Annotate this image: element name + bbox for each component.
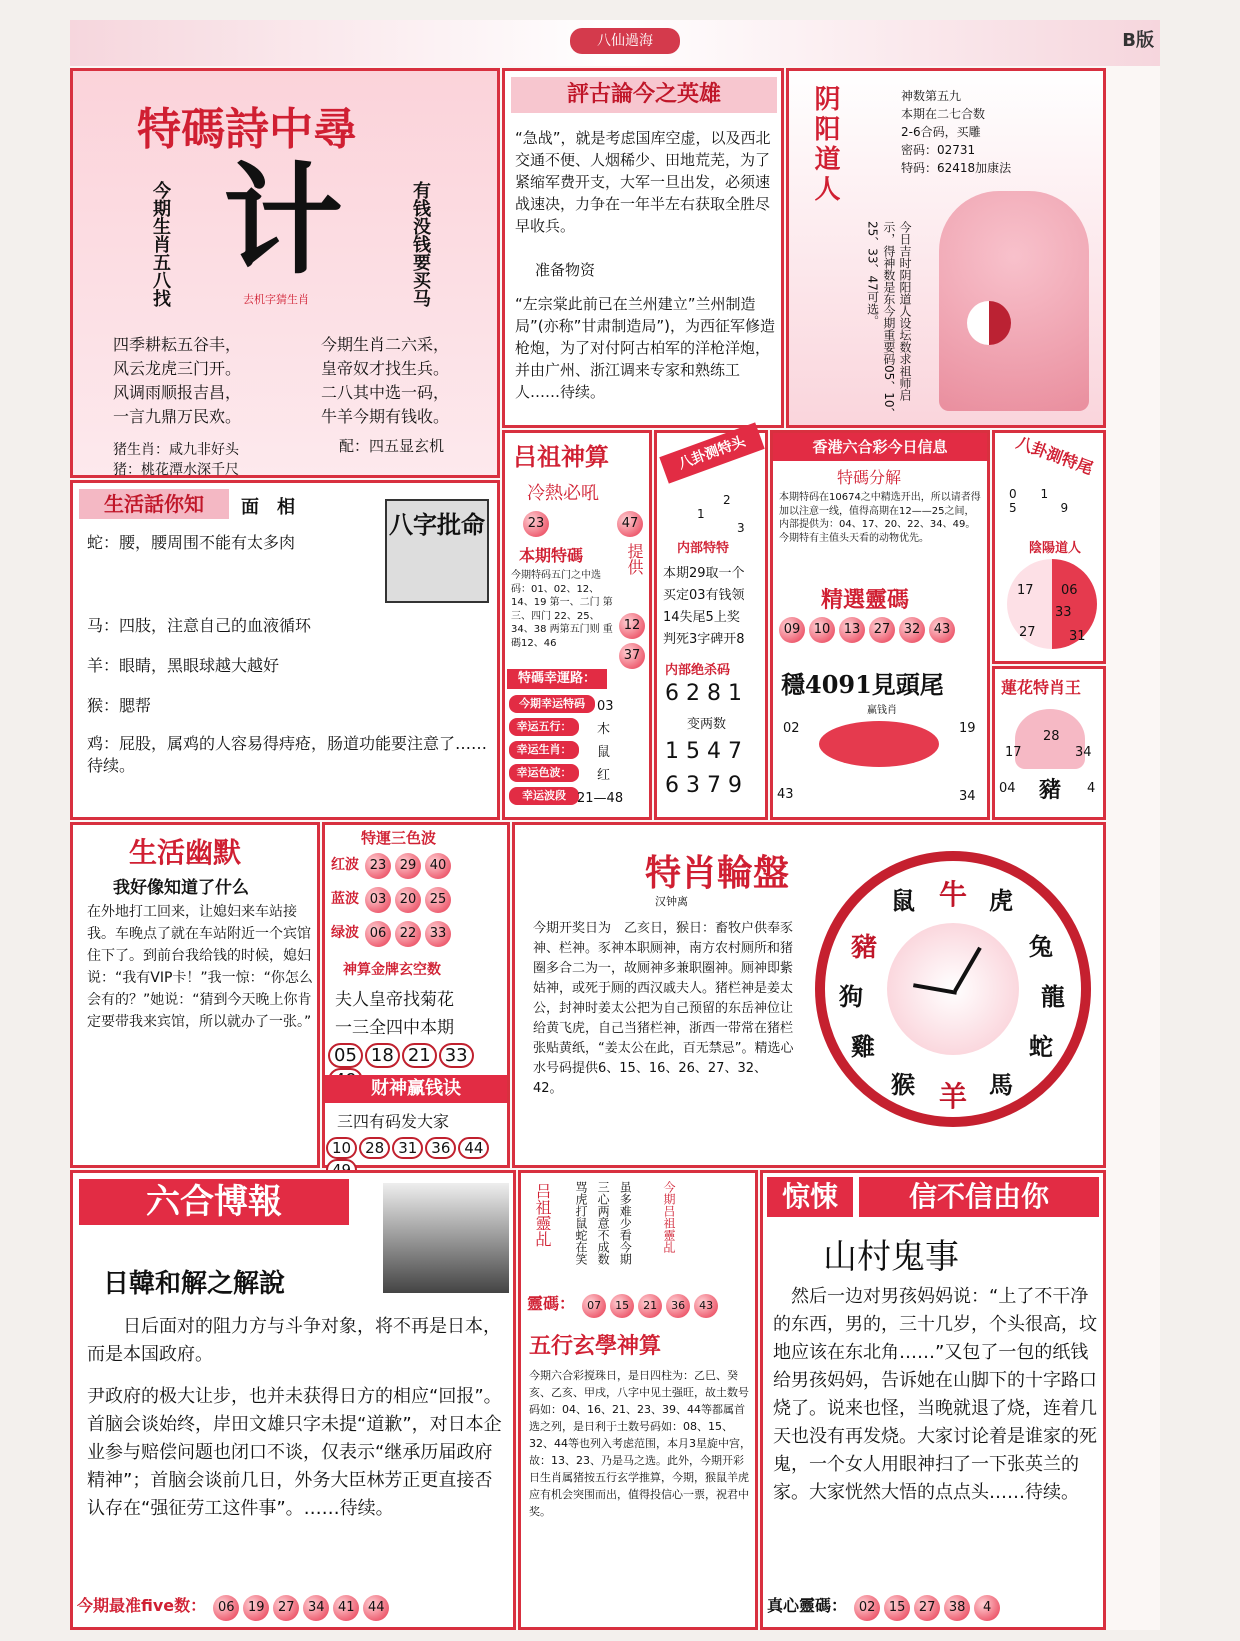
lvzu2-left: 吕祖靈乩 <box>533 1183 552 1247</box>
lvzu-text: 今期特码五门之中选码：01、02、12、14、19 第一、二门 第三、四门 22、25、34、38 两第五门则 重碼12、46 <box>511 570 613 649</box>
yinyang-vertical: 今日吉时阴阳道人设坛数求祖师启示，得神数是东今期重要码05、10、25、33、47可选。 <box>865 221 912 420</box>
wheel-animal: 豬 <box>851 933 878 963</box>
road-value: 03 <box>597 699 614 714</box>
poem-right-vertical: 有钱没钱要买马 <box>410 181 431 307</box>
wheel-animal: 猴 <box>891 1071 915 1099</box>
poem-zodiac-1: 猪生肖：咸九非好头 <box>113 442 239 458</box>
life-title: 生活話你知 <box>79 489 229 519</box>
ling-label: 靈碼： <box>527 1294 576 1313</box>
yinyang-symbol-icon <box>967 301 1011 345</box>
ghost-bottom <box>767 1593 1103 1621</box>
bagua-num: 1 <box>1040 487 1049 501</box>
lvzu2-ling <box>527 1291 720 1318</box>
bagua-yy-num: 27 <box>1019 625 1036 640</box>
wave-label: 绿波 <box>331 925 359 941</box>
wave-label: 蓝波 <box>331 891 359 907</box>
number-ball: 12 <box>619 613 645 639</box>
cai-line1: 三四有码发大家 <box>337 1112 450 1131</box>
yinyang-line: 特码：62418加康法 <box>901 161 1012 175</box>
outline-number: 36 <box>425 1137 456 1159</box>
wave-row <box>331 921 453 947</box>
liuhe-title: 六合博報 <box>79 1179 349 1225</box>
heroes-section <box>502 68 784 428</box>
number-ball: 44 <box>363 1595 389 1621</box>
wheel-animal: 牛 <box>939 878 968 911</box>
life-item: 羊：眼睛，黑眼球越大越好 <box>87 656 280 675</box>
hk-sub: 特碼分解 <box>837 468 902 487</box>
road-value: 鼠 <box>597 745 611 760</box>
number-ball: 10 <box>809 617 835 643</box>
poem-zodiac-2: 猪：桃花潭水深千尺 <box>113 462 239 478</box>
bagua-num: 3 <box>737 521 745 535</box>
liuhe-para2: 尹政府的极大让步，也并未获得日方的相应“回报”。首脑会谈始终，岸田文雄只字未提“道歉”，对日本企业参与赔偿问题也闭口不谈，仅表示“继承历届政府精神”；首脑会谈前几日，外务大臣林芳正更直接否认存在“强征劳工这件事”。……待续。 <box>87 1386 502 1519</box>
hk-side-num: 19 <box>959 721 976 736</box>
ghost-text: 然后一边对男孩妈妈说：“上了不干净的东西，男的，三十几岁，个头很高，坟地应该在东北角……”又包了一包的纸钱给男孩妈妈，告诉她在山脚下的十字路口烧了。说来也怪，当晚就退了烧，连着几天也没有再发烧。大家讨论着是谁家的死鬼，一个女人用眼神扫了一下张英兰的家。大家恍然大悟的点点头……待续。 <box>773 1286 1097 1503</box>
number-ball: 27 <box>914 1595 940 1621</box>
wheel-animal: 羊 <box>939 1080 968 1113</box>
wheel-animal: 狗 <box>839 983 863 1011</box>
road-value: 木 <box>597 722 611 737</box>
politicians-photo <box>383 1183 509 1293</box>
lvzu-section <box>502 430 652 820</box>
life-item: 猴：腮帮 <box>87 696 152 715</box>
poem-big-char: 计 <box>223 150 343 291</box>
heroes-title: 評古論今之英雄 <box>511 77 777 113</box>
lotus-num: 4 <box>1087 781 1096 796</box>
bagua-line: 本期29取一个 <box>663 566 745 581</box>
ghost-tag1: 惊悚 <box>767 1177 853 1217</box>
number-ball: 06 <box>365 921 391 947</box>
cai-title: 财神赢钱诀 <box>325 1075 507 1103</box>
number-ball: 27 <box>273 1595 299 1621</box>
poem-lines-right <box>321 333 449 429</box>
wuxing-title: 五行玄學神算 <box>529 1334 662 1359</box>
bottom-label: 真心靈碼： <box>767 1596 848 1615</box>
wheel-animal: 雞 <box>851 1033 875 1061</box>
outline-number: 44 <box>458 1137 489 1159</box>
number-ball: 40 <box>425 853 451 879</box>
number-ball: 23 <box>365 853 391 879</box>
wheel-animal: 龍 <box>1041 983 1065 1011</box>
newspaper-page <box>70 20 1160 1630</box>
yinyang-title: 阴阳道人 <box>810 85 840 205</box>
header-title: 八仙過海 <box>570 28 680 54</box>
lotus-title: 蓮花特肖王 <box>1001 678 1082 697</box>
bagua-tail-name: 陰陽道人 <box>1029 541 1082 556</box>
poem-vertical: 虽多难少看今期 <box>618 1181 633 1265</box>
poem-title: 特碼詩中尋 <box>137 104 357 155</box>
wave-row <box>331 853 453 879</box>
hk-side-num: 43 <box>777 787 794 802</box>
lvzu-road-title: 特碼幸運路： <box>507 669 607 689</box>
lvzu2-section <box>518 1170 758 1630</box>
outline-number: 31 <box>392 1137 423 1159</box>
lotus-animal: 豬 <box>1039 778 1062 803</box>
poem-line: 四季耕耘五谷丰， <box>113 335 242 354</box>
ghost-headline: 山村鬼事 <box>823 1237 959 1277</box>
number-ball: 33 <box>425 921 451 947</box>
bagua-row3: 6 3 7 9 <box>665 773 742 798</box>
bagua-head-nums <box>697 493 745 535</box>
ghost-tag2: 信不信由你 <box>859 1177 1099 1217</box>
zodiac-wheel <box>809 831 1099 1161</box>
bagua-line: 买定03有钱领 <box>663 588 745 603</box>
number-ball: 06 <box>213 1595 239 1621</box>
lvzu-side-balls <box>617 613 647 669</box>
bagua-yy-num: 06 <box>1061 583 1078 598</box>
bagua-row1: 6 2 8 1 <box>665 681 742 706</box>
wheel-text: 今期开奖日为 乙亥日，猴日：畜牧户供奉豕神、栏神。豕神本职厕神，南方农村厕所和猪圈多合二为一，故厕神多兼职圈神。厕神即紫姑神，或死于厕的西汉戚夫人。猪栏神是姜太公，封神时姜太公把为自己预留的东岳神位让给黄飞虎，自己当猪栏神，浙西一带常在猪栏张贴黄纸，“姜太公在此，百无禁忌”。精选心水号码提供6、15、16、26、27、32、42。 <box>533 921 794 1096</box>
bagua-secret-title: 内部绝杀码 <box>665 663 731 678</box>
road-label: 幸运波段 <box>509 787 579 805</box>
hk-balls <box>777 617 987 643</box>
humor-text: 在外地打工回来，让媳妇来车站接我。车晚点了就在车站附近一个宾馆住下了。到前台我给钱的时候，媳妇说：“我有VIP卡！”我一惊：“你怎么会有的？”她说：“猜到今天晚上你肯定要带我来宾馆，所以就办了一张。” <box>87 904 313 1030</box>
poem-line: 一言九鼎万民欢。 <box>113 407 242 426</box>
bagua-line: 14失尾5上奖 <box>663 610 740 625</box>
lvzu-special: 本期特碼 <box>519 546 584 565</box>
bagua-inner-lines <box>663 563 745 651</box>
outline-number: 10 <box>326 1137 357 1159</box>
gold-title: 神算金牌玄空数 <box>343 962 441 978</box>
poem-vertical: 三心两意不成数 <box>596 1181 611 1265</box>
number-ball: 38 <box>944 1595 970 1621</box>
number-ball: 41 <box>333 1595 359 1621</box>
liuhe-headline: 日韓和解之解說 <box>103 1269 286 1299</box>
bagua-num: 2 <box>723 493 731 507</box>
road-label: 幸运色波： <box>509 764 579 782</box>
poem-lines-left <box>113 333 241 429</box>
yinyang-section <box>786 68 1106 428</box>
poem-line: 皇帝奴才找生兵。 <box>321 359 450 378</box>
humor-section <box>70 822 320 1168</box>
bagua-yy-num: 31 <box>1069 629 1086 644</box>
number-ball: 29 <box>395 853 421 879</box>
hk-section <box>770 430 990 820</box>
bagua-line: 判死3字碑开8 <box>663 632 745 647</box>
road-value: 21—48 <box>577 791 624 806</box>
number-ball: 13 <box>839 617 865 643</box>
bagua-inner-title: 内部特特 <box>677 541 730 556</box>
life-item: 马：四肢，注意自己的血液循环 <box>87 616 312 635</box>
hk-steady-sub: 赢钱肖 <box>867 705 897 716</box>
gold-line2: 一三全四中本期 <box>335 1018 454 1038</box>
number-ball: 20 <box>395 887 421 913</box>
number-ball: 22 <box>395 921 421 947</box>
heroes-para2: “左宗棠此前已在兰州建立”兰州制造局”(亦称”甘肃制造局”)，为西征军修造枪炮，为了对付阿古柏军的洋枪洋炮，并由广州、浙江调来专家和熟练工人……待续。 <box>515 295 776 401</box>
number-ball: 23 <box>523 511 549 537</box>
wheel-sub: 汉钟离 <box>655 895 688 908</box>
lvzu-road-values <box>577 695 624 810</box>
page-mark: B版 <box>1122 30 1154 51</box>
life-item: 蛇：腰，腰周围不能有太多肉 <box>87 533 296 552</box>
wave-row <box>331 887 453 913</box>
number-ball: 21 <box>638 1294 662 1318</box>
poem-match: 配：四五显玄机 <box>339 437 445 455</box>
bagua-tail-title: 八卦測特尾 <box>1013 432 1096 479</box>
number-ball: 47 <box>617 511 643 537</box>
lotus-num: 17 <box>1005 745 1022 760</box>
outline-number: 33 <box>439 1043 474 1068</box>
life-item: 鸡：屁股，属鸡的人容易得痔疮，肠道功能要注意了……待续。 <box>87 734 488 775</box>
lvzu-ball-b <box>615 511 645 537</box>
heroes-para1b: 准备物资 <box>535 261 596 279</box>
number-ball: 15 <box>610 1294 634 1318</box>
bagua-head-title: 八卦测特头 <box>659 422 764 483</box>
poem-line: 今期生肖二六采， <box>321 335 450 354</box>
number-ball: 34 <box>303 1595 329 1621</box>
liuhe-section <box>70 1170 516 1630</box>
road-value: 红 <box>597 768 611 783</box>
bagua-num: 1 <box>697 507 705 521</box>
wuxing-text: 今期六合彩搅珠日，是日四柱为：乙巳、癸亥、乙亥、甲戌，八字中见土强旺，故土数号码如：04、16、21、23、39、44等都属首选之列，是日利于土数号码如：08、15、32、44等也列入考虑范围，本月3星旋中宫，故：13、23、乃是马之选。此外，今期开彩日生肖属猪按五行玄学推算，今期，猴鼠羊虎应有机会突围而出，值得投信心一票，祝君中奖。 <box>529 1369 751 1518</box>
wave-label: 红波 <box>331 857 359 873</box>
hk-steady: 穩4091見頭尾 <box>781 670 944 699</box>
road-label: 幸运五行： <box>509 718 579 736</box>
number-ball: 43 <box>694 1294 718 1318</box>
wheel-animal: 蛇 <box>1029 1033 1053 1061</box>
number-ball: 03 <box>365 887 391 913</box>
number-ball: 43 <box>929 617 955 643</box>
lotus-num: 04 <box>999 781 1016 796</box>
number-ball: 19 <box>243 1595 269 1621</box>
lvzu-title: 吕祖神算 <box>513 443 609 471</box>
bagua-tail-section <box>992 430 1106 664</box>
heroes-para1: “急战”，就是考虑国库空虚，以及西北交通不便、人烟稀少、田地荒芜，为了紧缩军费开支，大军一旦出发，必须速战速决，力争在一年半左右获取全胜尽早收兵。 <box>515 129 771 235</box>
number-ball: 09 <box>779 617 805 643</box>
number-ball: 07 <box>582 1294 606 1318</box>
number-ball: 4 <box>974 1595 1000 1621</box>
poem-left-vertical: 今期生肖五八找 <box>150 181 171 307</box>
life-subtitle: 面 相 <box>241 497 295 518</box>
hk-text: 本期特码在10674之中精选开出，所以请者得加以注意一线，值得高期在12——25之间，内部提供为：04、17、20、22、34、49。今期特有主值头天看的动物优先。 <box>779 492 981 544</box>
yinyang-line: 神数第五九 <box>901 89 962 103</box>
bagua-num: 5 <box>1009 501 1017 515</box>
bagua-num: 0 <box>1009 487 1017 501</box>
wheel-title: 特肖輪盤 <box>645 853 790 894</box>
yinyang-line: 2-6合码，买雕 <box>901 125 981 139</box>
lotus-num: 34 <box>1075 745 1092 760</box>
wheel-animal: 虎 <box>989 887 1013 915</box>
wheel-animal: 鼠 <box>891 887 915 915</box>
bagua-yy-num: 17 <box>1017 583 1034 598</box>
yinyang-line: 密码：02731 <box>901 143 976 157</box>
road-label: 幸运生肖： <box>509 741 579 759</box>
hk-side-num: 34 <box>959 789 976 804</box>
sage-figure-image <box>939 191 1089 411</box>
number-ball: 02 <box>854 1595 880 1621</box>
hk-title: 香港六合彩今日信息 <box>773 433 987 461</box>
poem-line: 风调雨顺报吉昌， <box>113 383 242 402</box>
top-banner <box>70 20 1160 66</box>
ghost-section <box>760 1170 1106 1630</box>
lvzu2-poem <box>573 1181 634 1281</box>
bagua-mid: 变两数 <box>687 717 727 732</box>
outline-number: 05 <box>328 1043 363 1068</box>
number-ball: 25 <box>425 887 451 913</box>
lvzu-provide: 提供 <box>625 543 644 575</box>
outline-number: 18 <box>365 1043 400 1068</box>
hk-ellipse <box>819 721 939 767</box>
outline-number: 28 <box>359 1137 390 1159</box>
yinyang-line: 本期在二七合数 <box>901 107 986 121</box>
number-ball: 15 <box>884 1595 910 1621</box>
bagua-row2: 1 5 4 7 <box>665 739 742 764</box>
bagua-yy-num: 33 <box>1055 605 1072 620</box>
poem-caption: 去机字猜生肖 <box>243 293 309 306</box>
life-section <box>70 480 500 820</box>
bagua-tail-nums <box>1009 487 1068 515</box>
liuhe-bottom <box>77 1593 513 1621</box>
bagua-head-section <box>654 430 768 820</box>
road-label: 今期幸运特码 <box>509 695 595 713</box>
humor-sub: 我好像知道了什么 <box>113 878 249 898</box>
hk-side-num: 02 <box>783 721 800 736</box>
poem-vertical: 骂虎打鼠蛇在笑 <box>574 1181 588 1265</box>
lvzu-ball-a <box>521 511 551 537</box>
poem-line: 风云龙虎三门开。 <box>113 359 242 378</box>
number-ball: 32 <box>899 617 925 643</box>
number-ball: 36 <box>666 1294 690 1318</box>
wave-title: 特運三色波 <box>361 829 437 847</box>
poem-line: 二八其中选一码， <box>321 383 450 402</box>
humor-title: 生活幽默 <box>129 836 242 869</box>
gold-line1: 夫人皇帝找菊花 <box>335 990 454 1010</box>
hk-select: 精選靈碼 <box>821 588 910 613</box>
poem-line: 牛羊今期有钱收。 <box>321 407 450 426</box>
wheel-animal: 馬 <box>989 1071 1013 1099</box>
yinyang-info <box>901 87 1011 177</box>
lotus-num: 28 <box>1043 729 1060 744</box>
poem-section <box>70 68 500 478</box>
life-stamp: 八字批命 <box>385 499 489 603</box>
lvzu2-right: 今期吕祖靈乩 <box>662 1181 676 1253</box>
bagua-num: 9 <box>1060 501 1069 515</box>
wave-section <box>322 822 510 1168</box>
number-ball: 37 <box>619 643 645 669</box>
wheel-section <box>512 822 1106 1168</box>
lotus-section <box>992 666 1106 820</box>
liuhe-para1: 日后面对的阻力方与斗争对象，将不再是日本，而是本国政府。 <box>87 1316 501 1365</box>
wheel-animal: 兔 <box>1029 933 1053 961</box>
number-ball: 27 <box>869 617 895 643</box>
bottom-label: 今期最准five数： <box>77 1596 207 1615</box>
outline-number: 21 <box>402 1043 437 1068</box>
lvzu-sub: 冷熱必吼 <box>527 483 599 504</box>
